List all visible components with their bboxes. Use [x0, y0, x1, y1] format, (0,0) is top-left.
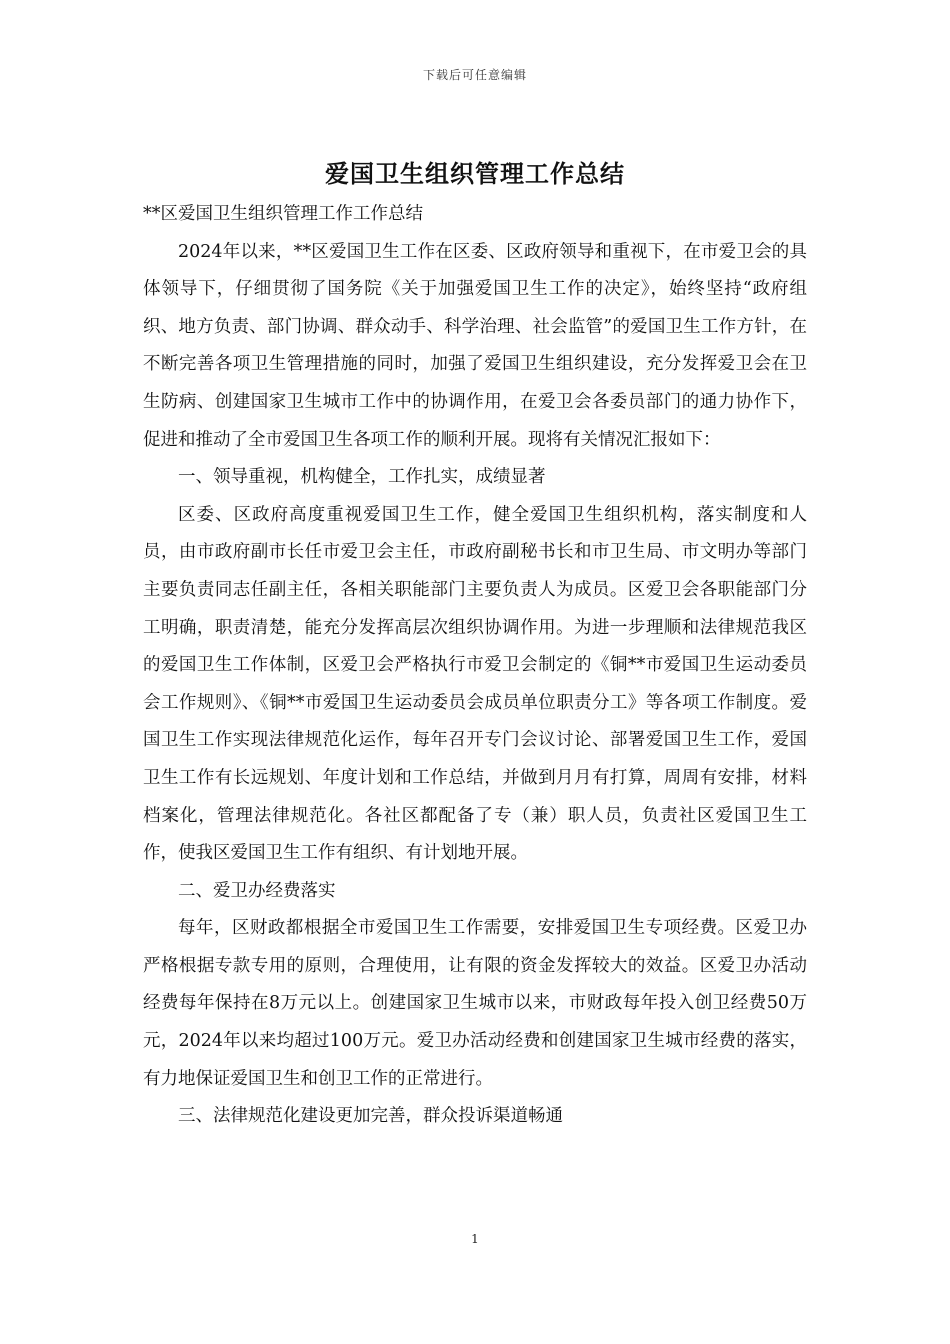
section-heading-3: 三、法律规范化建设更加完善，群众投诉渠道畅通 — [178, 1106, 563, 1127]
document-title: 爱国卫生组织管理工作总结 — [325, 159, 625, 188]
document-body — [143, 196, 807, 1136]
section-heading-2: 二、爱卫办经费落实 — [178, 880, 336, 901]
section-heading-1: 一、领导重视，机构健全，工作扎实，成绩显著 — [178, 467, 546, 488]
document-subtitle: **区爱国卫生组织管理工作工作总结 — [143, 204, 423, 224]
paragraph-intro: 2024年以来，**区爱国卫生工作在区委、区政府领导和重视下，在市爱卫会的具体领导下，仔细贯彻了国务院《关于加强爱国卫生工作的决定》，始终坚持“政府组织、地方负责、部门协调、群众动手、科学治理、社会监管”的爱国卫生工作方针，在不断完善各项卫生管理措施的同时，加强了爱国卫生组织建设，充分发挥爱卫会在卫生防病、创建国家卫生城市工作中的协调作用，在爱卫会各委员部门的通力协作下，促进和推动了全市爱国卫生各项工作的顺利开展。现将有关情况汇报如下： — [143, 241, 807, 450]
paragraph-funding: 每年，区财政都根据全市爱国卫生工作需要，安排爱国卫生专项经费。区爱卫办严格根据专款专用的原则，合理使用，让有限的资金发挥较大的效益。区爱卫办活动经费每年保持在8万元以上。创建国家卫生城市以来，市财政每年投入创卫经费50万元，2024年以来均超过100万元。爱卫办活动经费和创建国家卫生城市经费的落实，有力地保证爱国卫生和创卫工作的正常进行。 — [143, 918, 807, 1089]
paragraph-leadership: 区委、区政府高度重视爱国卫生工作，健全爱国卫生组织机构，落实制度和人员，由市政府副市长任市爱卫会主任，市政府副秘书长和市卫生局、市文明办等部门主要负责同志任副主任，各相关职能部门主要负责人为成员。区爱卫会各职能部门分工明确，职责清楚，能充分发挥高层次组织协调作用。为进一步理顺和法律规范我区的爱国卫生工作体制，区爱卫会严格执行市爱卫会制定的《铜**市爱国卫生运动委员会工作规则》、《铜**市爱国卫生运动委员会成员单位职责分工》等各项工作制度。爱国卫生工作实现法律规范化运作，每年召开专门会议讨论、部署爱国卫生工作，爱国卫生工作有长远规划、年度计划和工作总结，并做到月月有打算，周周有安排，材料档案化，管理法律规范化。各社区都配备了专（兼）职人员，负责社区爱国卫生工作，使我区爱国卫生工作有组织、有计划地开展。 — [143, 504, 807, 864]
page-header: 下载后可任意编辑 — [422, 68, 527, 82]
page-number: 1 — [471, 1232, 479, 1246]
